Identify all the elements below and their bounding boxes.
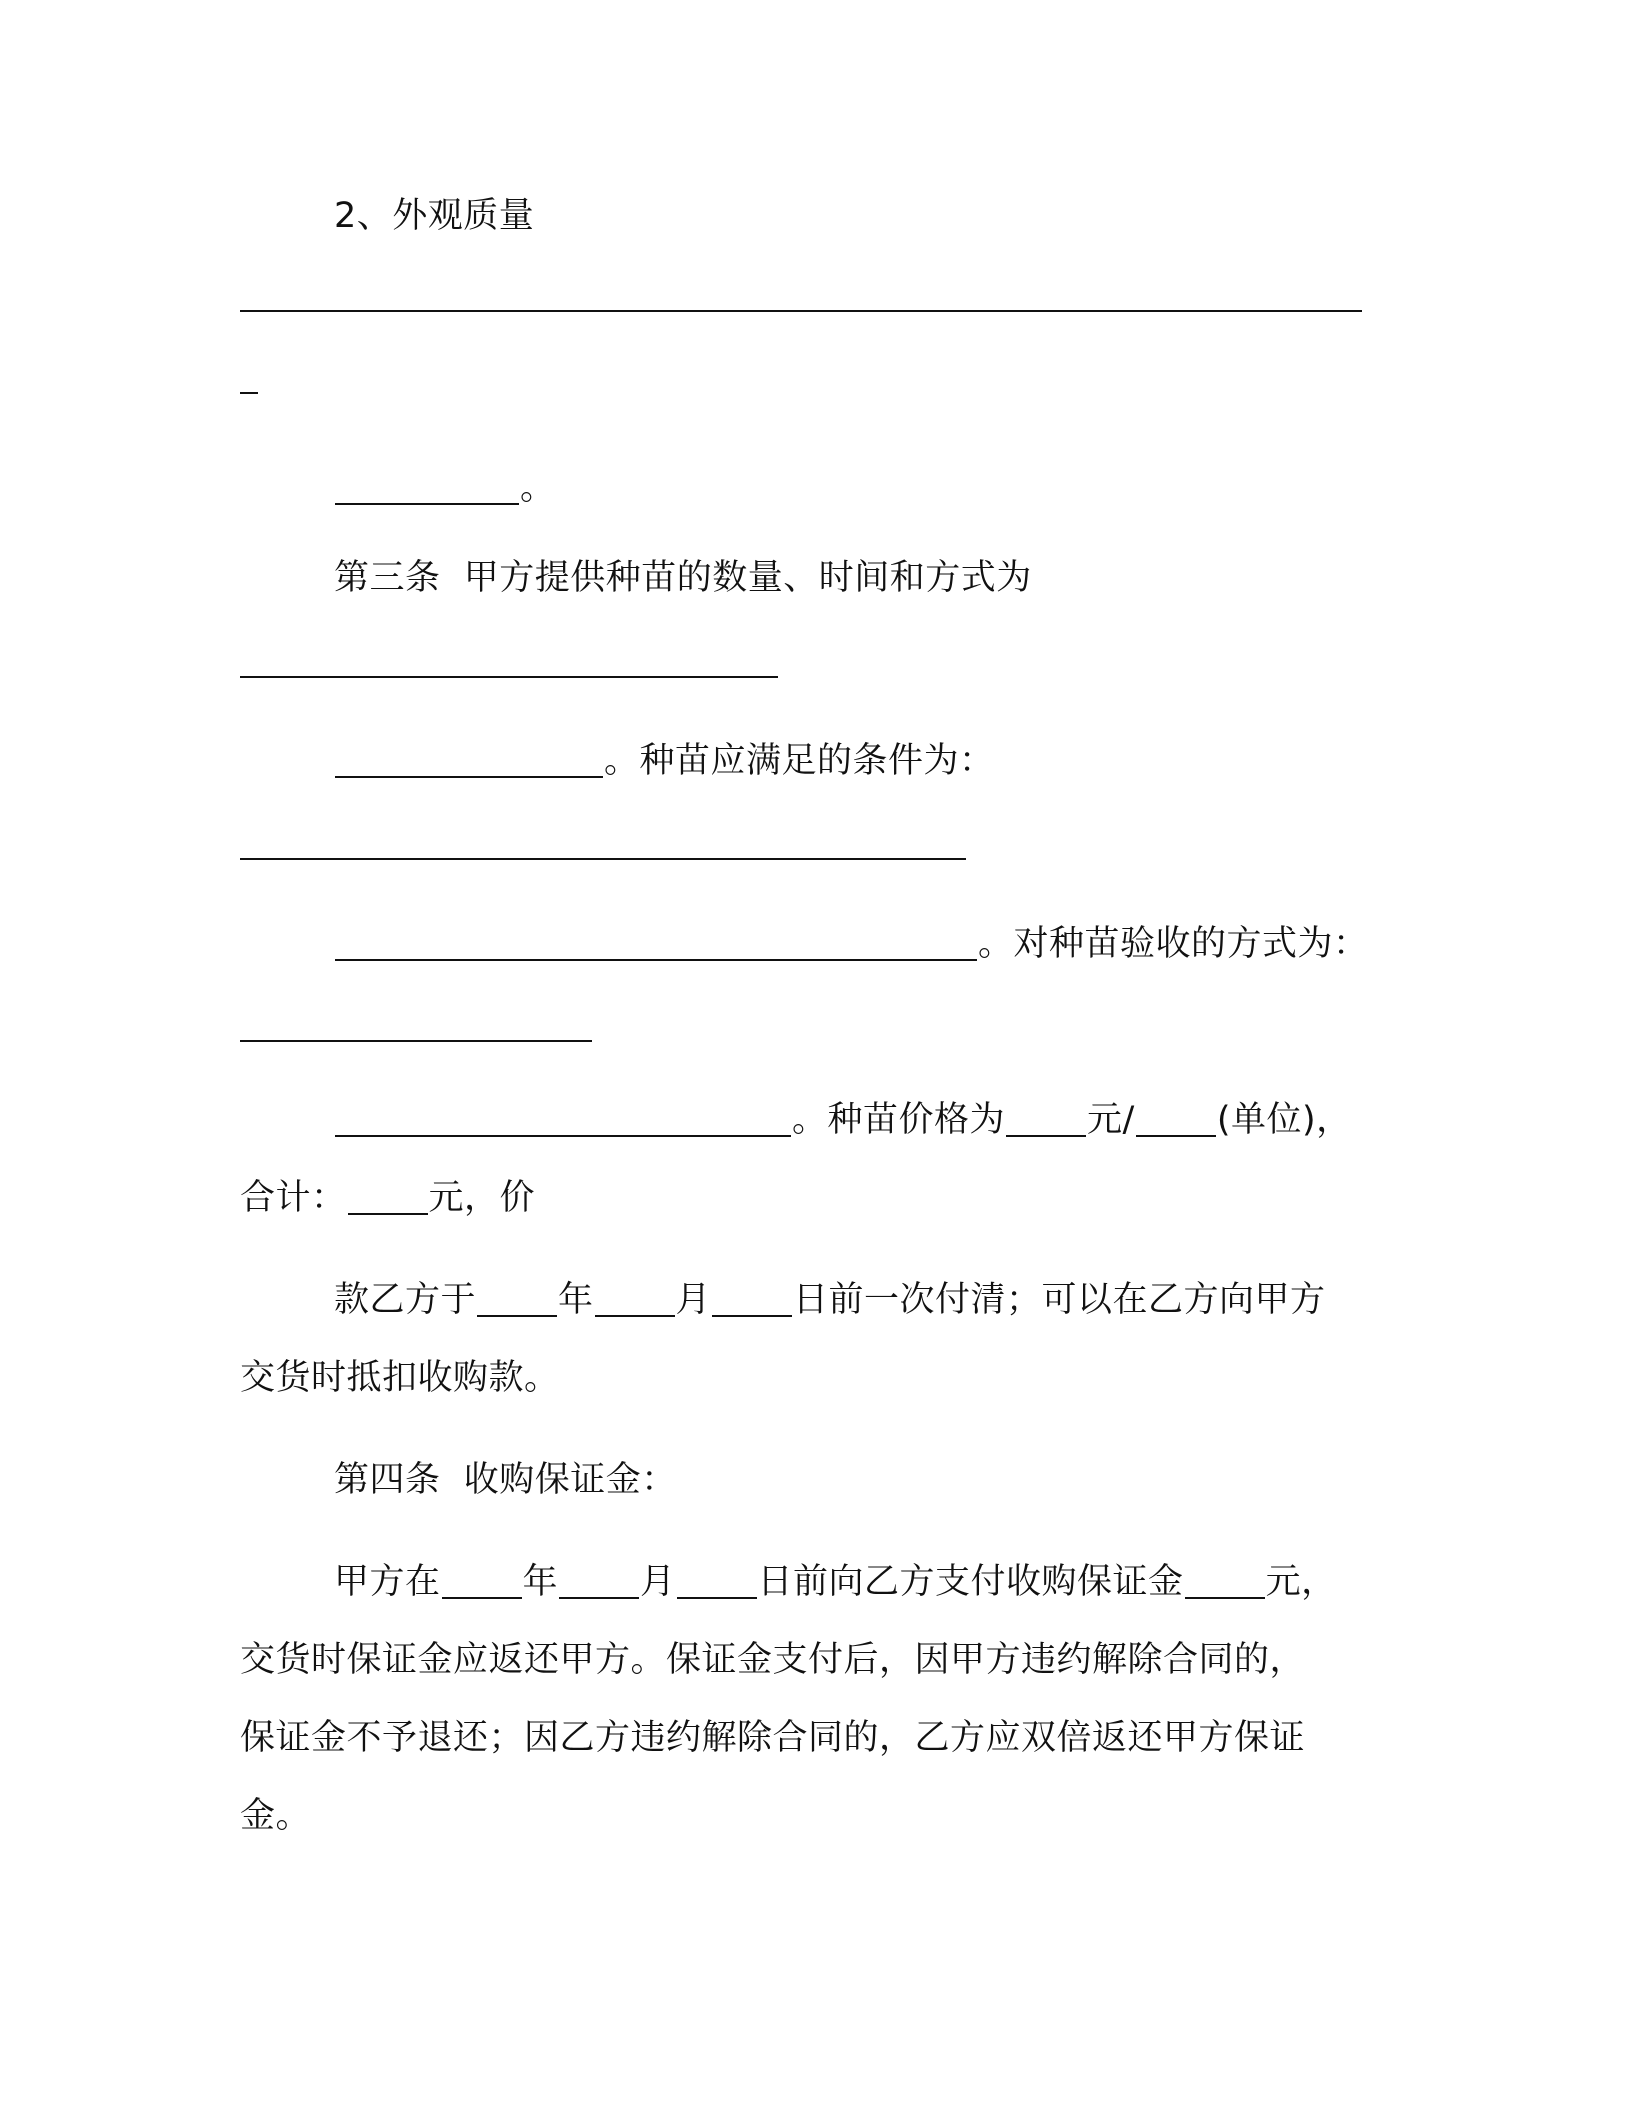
text-fragment: 。: [520, 468, 556, 508]
text-line: [334, 1558, 1337, 1606]
text-fragment: 日前一次付清；可以在乙方向甲方: [793, 1280, 1326, 1320]
text-fragment: (单位)，: [1216, 1100, 1352, 1140]
text-fragment: 月: [675, 1280, 712, 1320]
text-fragment: 元，: [1265, 1562, 1337, 1602]
text-line: [334, 737, 995, 785]
fill-blank: [1185, 1597, 1265, 1599]
text-fragment: 月: [640, 1562, 676, 1602]
fill-blank: [677, 1597, 757, 1599]
text-fragment: 元，价: [428, 1178, 536, 1218]
fill-blank: [442, 1597, 522, 1599]
text-fragment: 元/: [1087, 1100, 1135, 1140]
fill-blank: [348, 1213, 428, 1215]
text-line: 交货时保证金应返还甲方。保证金支付后，因甲方违约解除合同的，: [240, 1640, 1306, 1680]
text-fragment: 日前向乙方支付收购保证金: [757, 1562, 1184, 1602]
text-fragment: 。种苗应满足的条件为：: [604, 741, 995, 781]
fill-blank: [1136, 1135, 1216, 1137]
text-fragment: 年: [558, 1280, 594, 1320]
fill-blank: [1006, 1135, 1086, 1137]
text-fragment: 。对种苗验收的方式为：: [978, 924, 1369, 964]
text-fragment: 合计：: [240, 1178, 347, 1218]
fill-blank-line: [240, 392, 258, 394]
article-4-heading: 第四条 收购保证金：: [334, 1460, 677, 1500]
text-fragment: 款乙方于: [334, 1280, 477, 1320]
text-fragment: 。种苗价格为: [792, 1100, 1006, 1140]
section-heading-appearance-quality: 2、外观质量: [334, 196, 535, 236]
text-line: [334, 1276, 1326, 1324]
text-line: [334, 920, 1369, 968]
fill-blank: [335, 959, 977, 961]
fill-blank: [335, 503, 519, 505]
fill-blank-line: [240, 310, 1362, 312]
fill-blank: [559, 1597, 639, 1599]
text-line: [334, 464, 556, 512]
fill-blank-line: [240, 1040, 592, 1042]
text-line: 交货时抵扣收购款。: [240, 1358, 560, 1398]
fill-blank: [335, 1135, 791, 1137]
text-line: [334, 1096, 1352, 1144]
fill-blank: [335, 776, 603, 778]
fill-blank-line: [240, 858, 966, 860]
text-fragment: 甲方在: [334, 1562, 441, 1602]
text-line: 金。: [240, 1796, 312, 1836]
fill-blank: [712, 1315, 792, 1317]
fill-blank: [477, 1315, 557, 1317]
fill-blank-line: [240, 676, 778, 678]
text-fragment: 年: [522, 1562, 559, 1602]
fill-blank: [595, 1315, 675, 1317]
text-line: 保证金不予退还；因乙方违约解除合同的，乙方应双倍返还甲方保证: [240, 1718, 1306, 1758]
text-line: [240, 1174, 535, 1222]
article-3-heading: 第三条 甲方提供种苗的数量、时间和方式为: [334, 558, 1032, 598]
